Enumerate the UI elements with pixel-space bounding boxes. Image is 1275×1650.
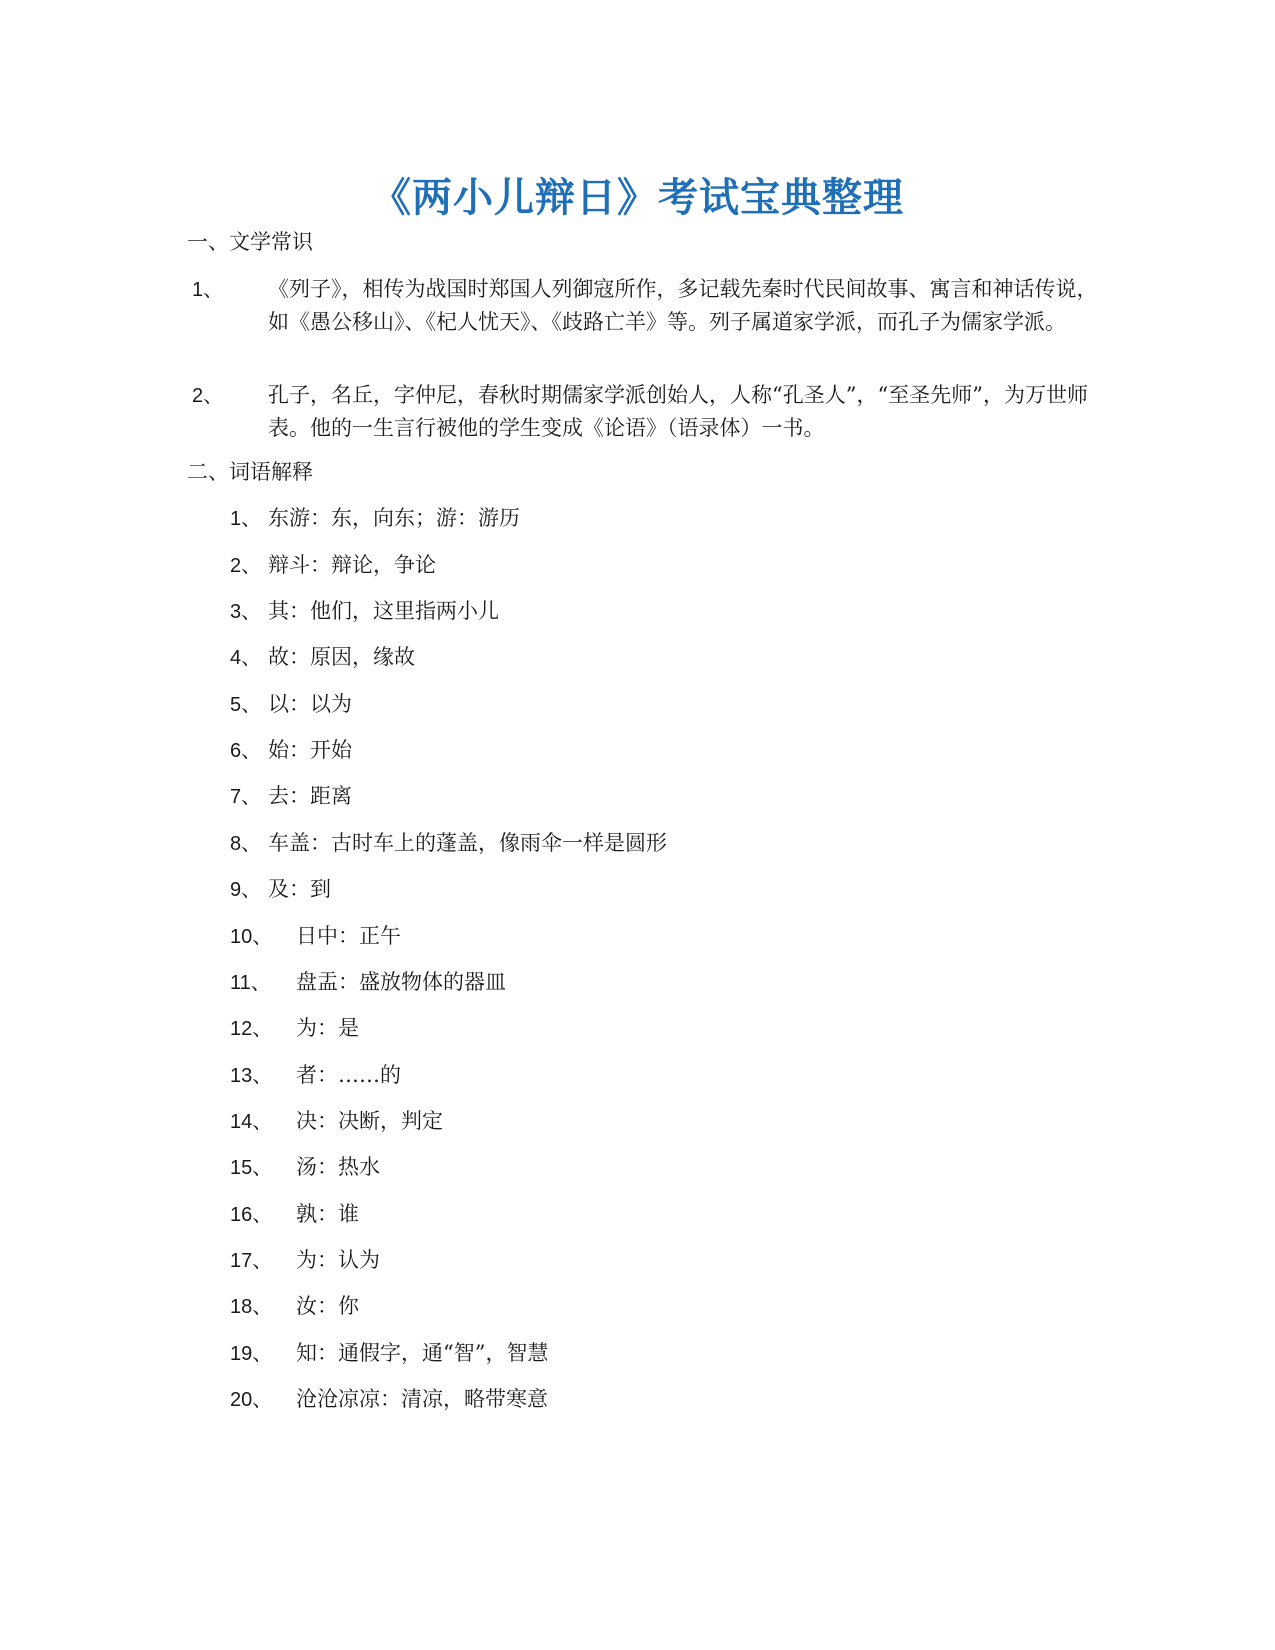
list-item [192, 273, 1110, 338]
list-item-number: 18、 [230, 1296, 273, 1318]
list-item [230, 1290, 1110, 1323]
list-item-number: 8、 [230, 833, 262, 855]
section-heading-literary-knowledge: 一、文学常识 [187, 230, 313, 254]
section-heading-word-explanations: 二、词语解释 [187, 460, 313, 484]
list-item [230, 1151, 1110, 1184]
list-item [230, 1383, 1110, 1416]
list-item [230, 1012, 1110, 1045]
list-item [230, 920, 1110, 953]
list-item-number: 15、 [230, 1157, 273, 1179]
list-item-number: 4、 [230, 647, 262, 669]
list-item [230, 1337, 1110, 1370]
list-item-number: 20、 [230, 1389, 273, 1411]
list-item [230, 1198, 1110, 1231]
list-item-text: 孰：谁 [296, 1202, 359, 1226]
list-item [230, 549, 1110, 582]
list-item-text: 汤：热水 [296, 1155, 380, 1179]
list-item-number: 14、 [230, 1111, 273, 1133]
list-item [230, 780, 1110, 813]
list-item [230, 1059, 1110, 1092]
list-item-number: 9、 [230, 879, 262, 901]
list-item [230, 688, 1110, 721]
list-item-text: 沧沧凉凉：清凉，略带寒意 [296, 1387, 548, 1411]
list-item-text: 辩斗：辩论，争论 [268, 553, 436, 577]
list-item-number: 3、 [230, 601, 262, 623]
document-title: 《两小儿辩日》考试宝典整理 [371, 174, 904, 221]
list-item-number: 19、 [230, 1343, 273, 1365]
list-item-number: 10、 [230, 926, 273, 948]
list-item [230, 1244, 1110, 1277]
list-item [230, 641, 1110, 674]
list-item-number: 5、 [230, 694, 262, 716]
list-item-number: 1、 [192, 279, 224, 301]
list-item-number: 2、 [230, 555, 262, 577]
list-item-text: 车盖：古时车上的蓬盖，像雨伞一样是圆形 [268, 831, 667, 855]
list-item [230, 873, 1110, 906]
list-item-text: 以：以为 [268, 692, 352, 716]
list-item-number: 1、 [230, 508, 262, 530]
list-item [230, 1105, 1110, 1138]
list-item-text: 汝：你 [296, 1294, 359, 1318]
list-item-text: 者：……的 [296, 1063, 401, 1087]
list-item-number: 13、 [230, 1065, 273, 1087]
list-item [230, 966, 1110, 999]
list-item-text: 为：认为 [296, 1248, 380, 1272]
list-item-number: 11、 [230, 972, 271, 994]
list-item-number: 12、 [230, 1018, 273, 1040]
list-item-text: 东游：东，向东；游：游历 [268, 506, 520, 530]
list-item-text: 为：是 [296, 1016, 359, 1040]
list-item-text: 《列子》，相传为战国时郑国人列御寇所作，多记载先秦时代民间故事、寓言和神话传说，如《愚公移山》、《杞人忧天》、《歧路亡羊》等。列子属道家学派，而孔子为儒家学派。 [268, 277, 1098, 334]
list-item-number: 6、 [230, 740, 262, 762]
list-item-text: 盘盂：盛放物体的器皿 [296, 970, 506, 994]
list-item [192, 379, 1110, 444]
list-item-text: 其：他们，这里指两小儿 [268, 599, 499, 623]
list-item-number: 17、 [230, 1250, 273, 1272]
list-item [230, 502, 1110, 535]
list-item-number: 16、 [230, 1204, 273, 1226]
list-item-text: 孔子，名丘，字仲尼，春秋时期儒家学派创始人，人称“孔圣人”，“至圣先师”，为万世师表。他的一生言行被他的学生变成《论语》（语录体）一书。 [268, 383, 1088, 440]
list-item-text: 去：距离 [268, 784, 352, 808]
list-item-number: 7、 [230, 786, 262, 808]
list-item-text: 故：原因，缘故 [268, 645, 415, 669]
list-item [230, 595, 1110, 628]
list-item [230, 734, 1110, 767]
list-item-text: 始：开始 [268, 738, 352, 762]
list-item-text: 知：通假字，通“智”，智慧 [296, 1341, 549, 1365]
list-item-text: 决：决断，判定 [296, 1109, 443, 1133]
list-item-text: 及：到 [268, 877, 331, 901]
list-item-number: 2、 [192, 385, 224, 407]
list-item [230, 827, 1110, 860]
list-item-text: 日中：正午 [296, 924, 401, 948]
